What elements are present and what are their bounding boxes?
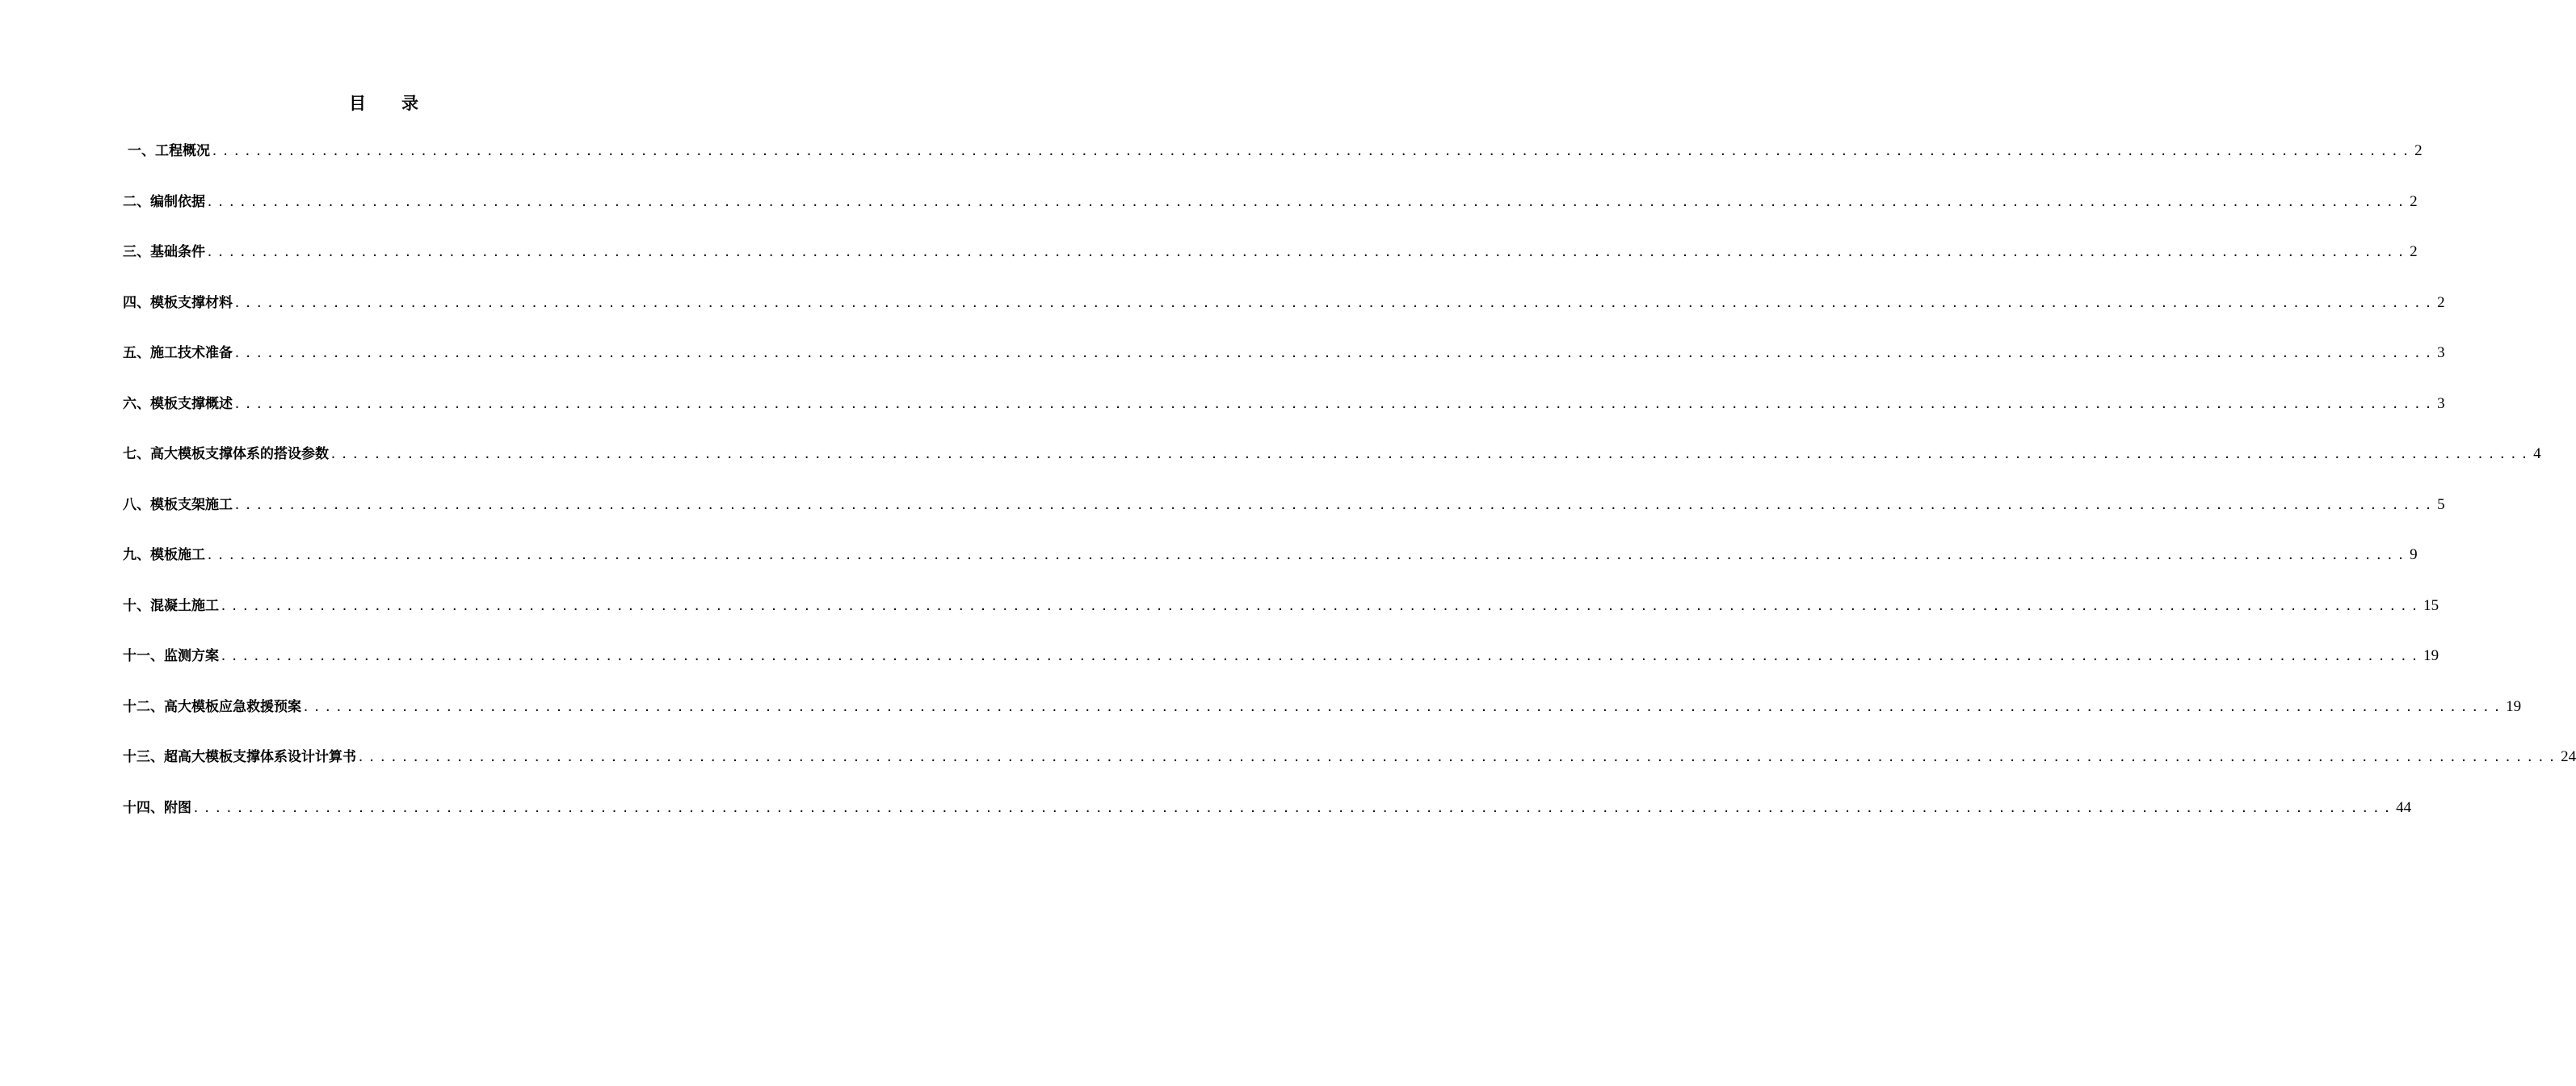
- toc-entry-page-number: 9: [2410, 546, 2418, 563]
- toc-entry-page-number: 5: [2437, 495, 2445, 513]
- toc-entry[interactable]: [123, 644, 2439, 695]
- toc-entry-label: 五、施工技术准备: [123, 345, 233, 361]
- toc-entry-page-number: 15: [2423, 596, 2439, 614]
- toc-entry-page-number: 44: [2396, 798, 2412, 816]
- toc-entry-label: 十一、监测方案: [123, 648, 219, 664]
- toc-entry-page-number: 24: [2561, 748, 2576, 765]
- toc-entry[interactable]: [123, 139, 2423, 190]
- toc-entry-label: 一、工程概况: [128, 143, 210, 159]
- toc-entry-page-number: 4: [2533, 445, 2541, 462]
- toc-entry-page-number: 2: [2414, 142, 2423, 159]
- toc-leader-dots: ........................................................................................................................................................................................................: [211, 144, 2414, 158]
- toc-entry-label: 二、编制依据: [123, 193, 205, 210]
- toc-leader-dots: ........................................................................................................................................................................................................: [357, 750, 2560, 764]
- toc-entry[interactable]: [123, 442, 2541, 493]
- toc-leader-dots: ........................................................................................................................................................................................................: [206, 194, 2409, 209]
- toc-leader-dots: ........................................................................................................................................................................................................: [192, 800, 2395, 815]
- toc-entry-label: 六、模板支撑概述: [123, 395, 233, 412]
- toc-entry[interactable]: [123, 796, 2412, 847]
- toc-leader-dots: ........................................................................................................................................................................................................: [302, 699, 2505, 714]
- title-char-1: 目: [349, 93, 366, 113]
- toc-entry-label: 十二、高大模板应急救援预案: [123, 698, 301, 715]
- toc-entry-page-number: 2: [2410, 192, 2418, 210]
- toc-entry-page-number: 19: [2423, 647, 2439, 664]
- toc-leader-dots: ........................................................................................................................................................................................................: [220, 598, 2423, 613]
- toc-entry[interactable]: [123, 493, 2445, 544]
- toc-leader-dots: ........................................................................................................................................................................................................: [206, 245, 2409, 259]
- toc-entry-page-number: 2: [2410, 243, 2418, 260]
- toc-entry-page-number: 19: [2506, 697, 2522, 715]
- toc-entry[interactable]: [123, 543, 2418, 594]
- toc-entry-label: 十、混凝土施工: [123, 597, 219, 614]
- toc-entry-label: 十四、附图: [123, 799, 191, 816]
- title-char-2: 录: [401, 93, 418, 113]
- toc-entry[interactable]: [123, 240, 2418, 291]
- table-of-contents: [123, 139, 2576, 846]
- toc-leader-dots: ........................................................................................................................................................................................................: [233, 295, 2436, 310]
- toc-leader-dots: ........................................................................................................................................................................................................: [233, 346, 2436, 360]
- toc-entry-label: 四、模板支撑材料: [123, 294, 233, 311]
- toc-entry-page-number: 3: [2437, 394, 2445, 412]
- toc-leader-dots: ........................................................................................................................................................................................................: [330, 447, 2532, 461]
- toc-entry[interactable]: [123, 291, 2445, 342]
- toc-entry[interactable]: [123, 695, 2522, 746]
- toc-entry[interactable]: [123, 594, 2439, 645]
- toc-leader-dots: ........................................................................................................................................................................................................: [233, 497, 2436, 512]
- toc-entry-label: 三、基础条件: [123, 244, 205, 260]
- toc-entry-label: 七、高大模板支撑体系的搭设参数: [123, 446, 329, 462]
- toc-entry[interactable]: [123, 341, 2445, 392]
- toc-leader-dots: ........................................................................................................................................................................................................: [206, 548, 2409, 562]
- page-title: [0, 90, 767, 115]
- toc-entry-label: 十三、超高大模板支撑体系设计计算书: [123, 749, 356, 765]
- toc-entry[interactable]: [123, 190, 2418, 241]
- toc-entry-page-number: 3: [2437, 344, 2445, 361]
- toc-entry[interactable]: [123, 745, 2576, 796]
- toc-entry-label: 九、模板施工: [123, 547, 205, 563]
- toc-entry-label: 八、模板支架施工: [123, 496, 233, 513]
- toc-entry[interactable]: [123, 392, 2445, 443]
- toc-leader-dots: ........................................................................................................................................................................................................: [220, 649, 2423, 663]
- toc-leader-dots: ........................................................................................................................................................................................................: [233, 396, 2436, 411]
- toc-entry-page-number: 2: [2437, 293, 2445, 311]
